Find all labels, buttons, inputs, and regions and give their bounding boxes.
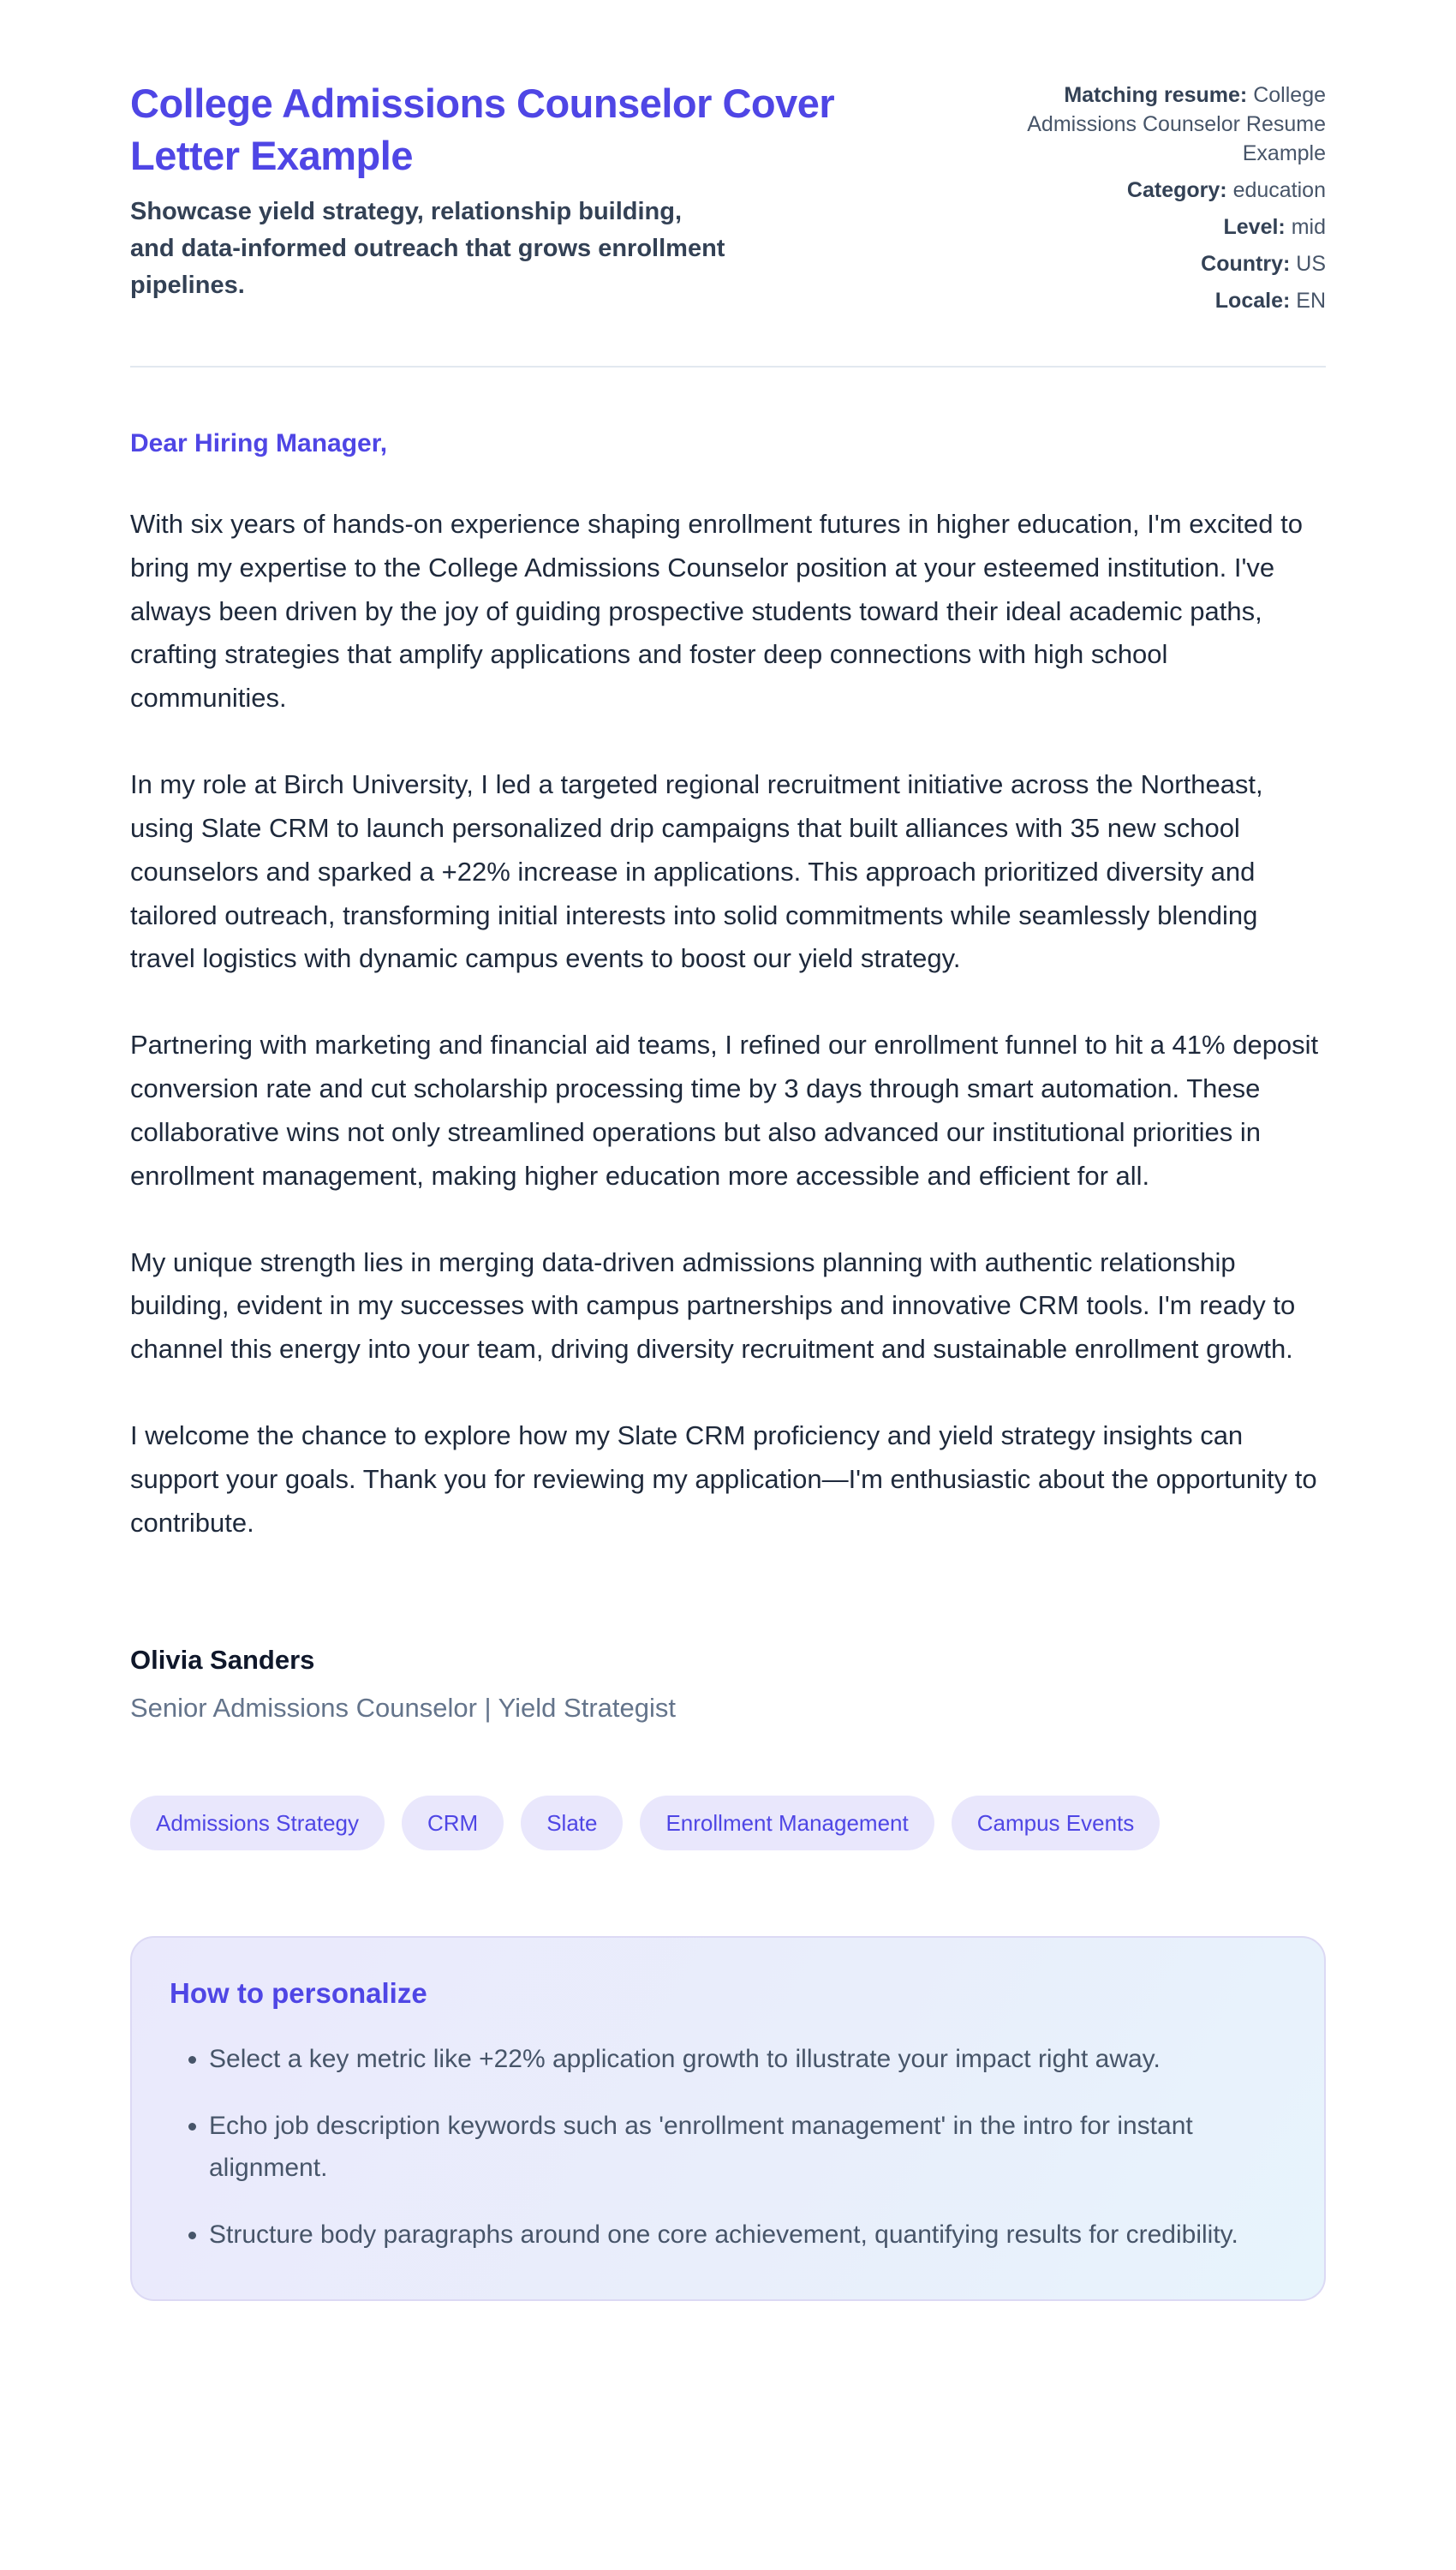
tag-list [130, 1796, 1326, 1850]
letter-paragraph: In my role at Birch University, I led a targeted regional recruitment initiative across the Northeast, using Slate CRM to launch personalized drip campaigns that built alliances with 35 new school counselors and sparked a +22% increase in applications. This approach prioritized diversity and tailored outreach, transforming initial interests into solid commitments while seamlessly blending travel logistics with dynamic campus events to boost our yield strategy. [130, 769, 1263, 974]
signature-role: Senior Admissions Counselor | Yield Strategist [130, 1692, 676, 1723]
meta-label: Category: [1126, 178, 1227, 202]
header-left [130, 77, 841, 304]
tip-item: • Select a key metric like +22% application growth to illustrate your impact right away. [209, 2039, 1262, 2081]
tag-admissions-strategy[interactable]: Admissions Strategy [130, 1796, 385, 1850]
meta-value: mid [1291, 215, 1326, 239]
letter-paragraph: My unique strength lies in merging data-driven admissions planning with authentic relationship building, evident in my successes with campus partnerships and innovative CRM tools. I'm ready to channel this energy into your team, driving diversity recruitment and sustainable enrollment growth. [130, 1246, 1296, 1365]
tips-heading: How to personalize [170, 1976, 427, 2009]
signature-name: Olivia Sanders [130, 1644, 315, 1675]
greeting: Dear Hiring Manager, [130, 429, 388, 457]
meta-country [1021, 249, 1326, 278]
meta-label: Matching resume: [1064, 83, 1248, 107]
page-header [130, 77, 1326, 323]
letter-paragraph: With six years of hands-on experience shaping enrollment futures in higher education, I'm excited to bring my expertise to the College Admissions Counselor position at your esteemed institution. I've always been driven by the joy of guiding prospective students toward their ideal academic paths, crafting strategies that amplify applications and foster deep connections with high school communities. [130, 509, 1303, 714]
page-title: College Admissions Counselor Cover Letter Example [130, 81, 835, 179]
meta-label: Locale: [1214, 289, 1291, 313]
tag-crm[interactable]: CRM [402, 1796, 504, 1850]
meta-value: US [1296, 252, 1326, 276]
tag-slate[interactable]: Slate [521, 1796, 623, 1850]
meta-panel [1021, 77, 1326, 323]
meta-value: education [1232, 178, 1326, 202]
meta-label: Level: [1223, 215, 1286, 239]
tips-list [170, 2039, 1283, 2256]
tip-item: • Structure body paragraphs around one core achievement, quantifying results for credibility. [209, 2214, 1262, 2256]
page-subtitle: Showcase yield strategy, relationship building, and data-informed outreach that grows enrollment pipelines. [130, 198, 725, 299]
meta-label: Country: [1201, 252, 1291, 276]
meta-category [1021, 176, 1326, 205]
meta-matching-resume [1021, 81, 1326, 168]
tip-item: • Echo job description keywords such as 'enrollment management' in the intro for instant alignment. [209, 2106, 1262, 2189]
tag-enrollment-management[interactable]: Enrollment Management [640, 1796, 934, 1850]
cover-letter-page [130, 0, 1326, 2301]
letter-paragraph: Partnering with marketing and financial aid teams, I refined our enrollment funnel to hit a 41% deposit conversion rate and cut scholarship processing time by 3 days through smart automation. These collaborative wins not only streamlined operations but also advanced our institutional priorities in enrollment management, making higher education more accessible and efficient for all. [130, 1030, 1319, 1191]
meta-locale [1021, 286, 1326, 315]
meta-level [1021, 212, 1326, 242]
personalize-card [130, 1936, 1326, 2301]
meta-value: EN [1296, 289, 1326, 313]
tag-campus-events[interactable]: Campus Events [952, 1796, 1161, 1850]
cover-letter-body [130, 429, 1326, 1724]
divider [130, 366, 1326, 368]
meta-value: College Admissions Counselor Resume Example [1027, 83, 1326, 165]
letter-paragraph: I welcome the chance to explore how my Slate CRM proficiency and yield strategy insights can support your goals. Thank you for reviewing my application—I'm enthusiastic about the opportunity to contribute. [130, 1420, 1317, 1538]
